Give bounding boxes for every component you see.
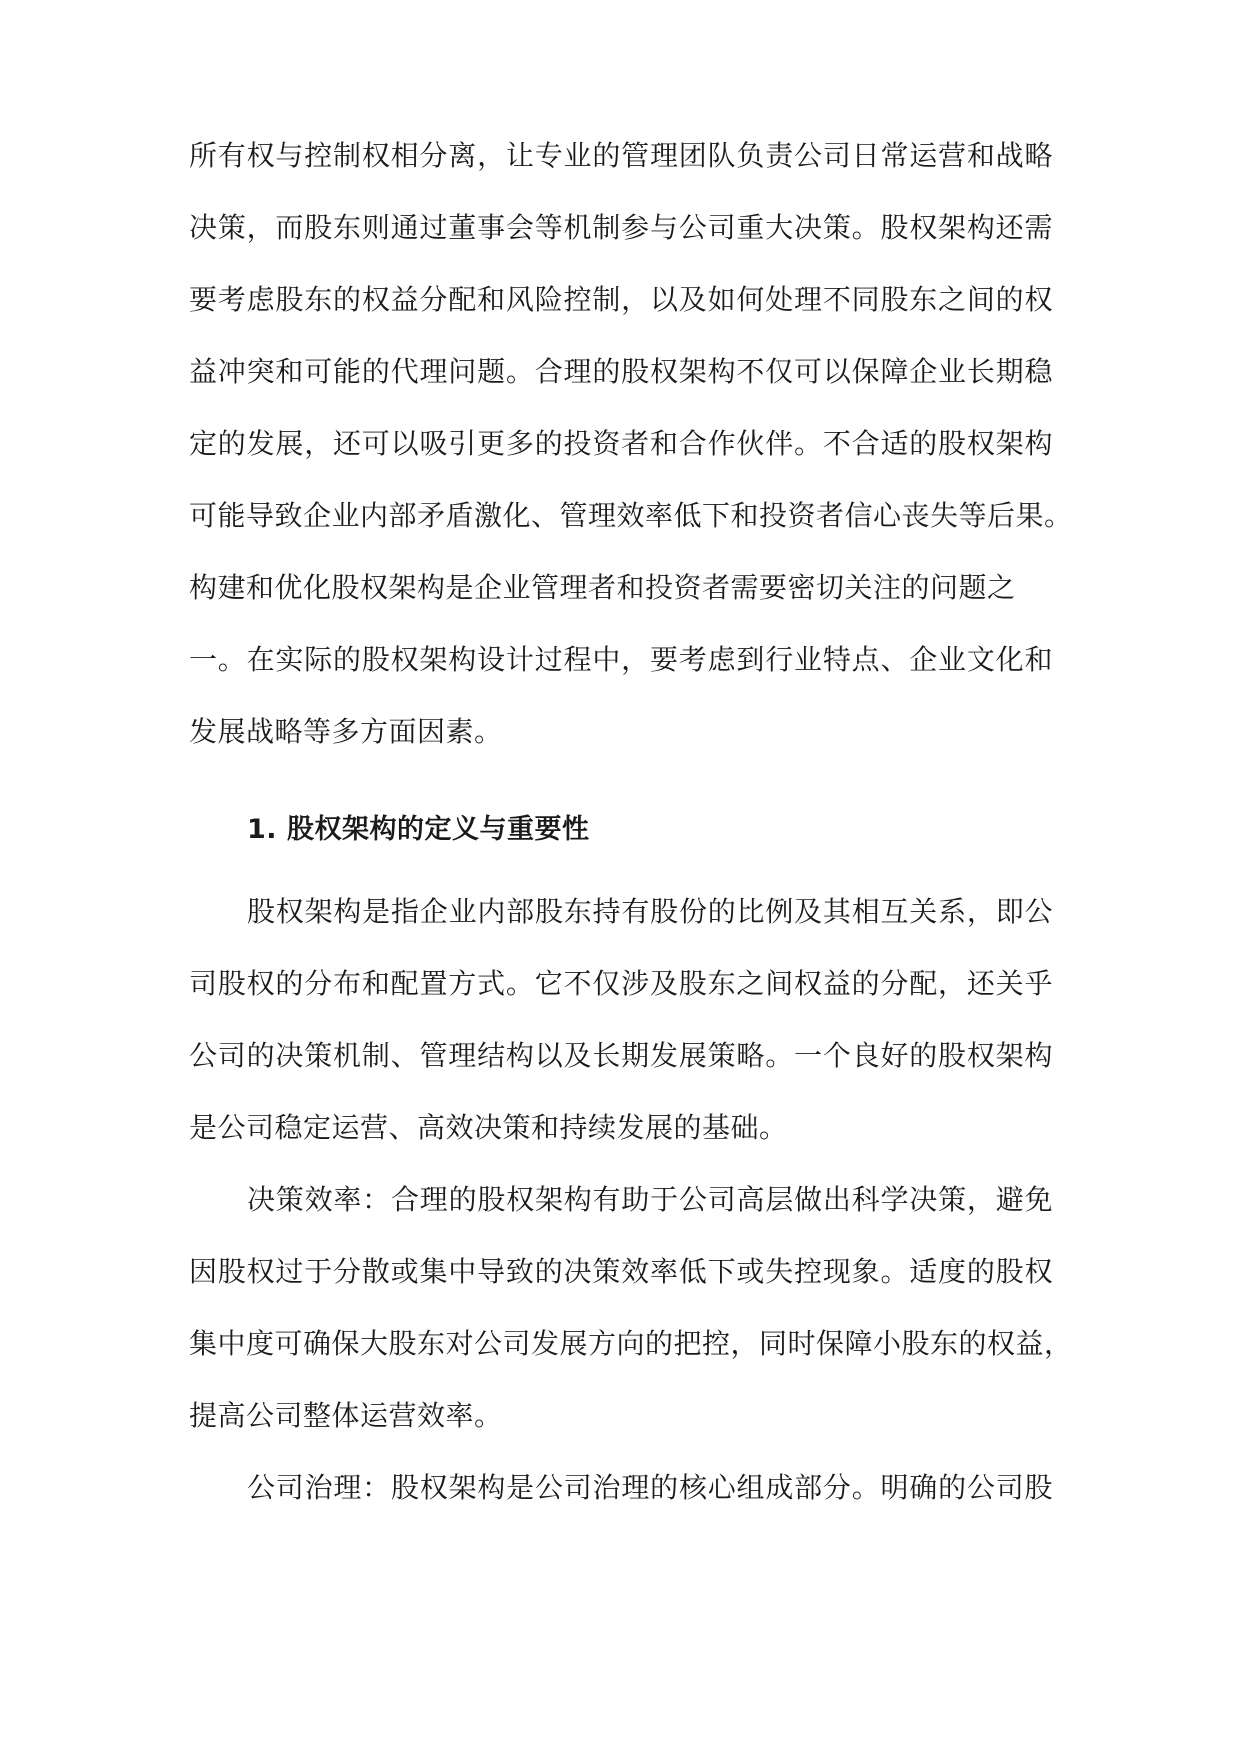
paragraph-line: 因股权过于分散或集中导致的决策效率低下或失控现象。适度的股权 bbox=[189, 1255, 1053, 1288]
paragraph-line: 益冲突和可能的代理问题。合理的股权架构不仅可以保障企业长期稳 bbox=[189, 355, 1053, 388]
paragraph-line: 股权架构是指企业内部股东持有股份的比例及其相互关系，即公 bbox=[247, 895, 1053, 928]
paragraph-line: 公司治理：股权架构是公司治理的核心组成部分。明确的公司股 bbox=[247, 1471, 1053, 1504]
section-heading: 1. 股权架构的定义与重要性 bbox=[247, 814, 590, 845]
paragraph-line: 所有权与控制权相分离，让专业的管理团队负责公司日常运营和战略 bbox=[189, 139, 1053, 172]
paragraph-line: 是公司稳定运营、高效决策和持续发展的基础。 bbox=[189, 1111, 788, 1144]
paragraph-line: 一。在实际的股权架构设计过程中，要考虑到行业特点、企业文化和 bbox=[189, 643, 1053, 676]
paragraph-line: 司股权的分布和配置方式。它不仅涉及股东之间权益的分配，还关乎 bbox=[189, 967, 1053, 1000]
paragraph-line: 发展战略等多方面因素。 bbox=[189, 715, 503, 748]
paragraph-line: 定的发展，还可以吸引更多的投资者和合作伙伴。不合适的股权架构 bbox=[189, 427, 1053, 460]
paragraph-line: 决策，而股东则通过董事会等机制参与公司重大决策。股权架构还需 bbox=[189, 211, 1053, 244]
paragraph-line: 决策效率：合理的股权架构有助于公司高层做出科学决策，避免 bbox=[247, 1183, 1053, 1216]
paragraph-line: 集中度可确保大股东对公司发展方向的把控，同时保障小股东的权益， bbox=[189, 1327, 1073, 1360]
paragraph-line: 要考虑股东的权益分配和风险控制，以及如何处理不同股东之间的权 bbox=[189, 283, 1053, 316]
paragraph-line: 公司的决策机制、管理结构以及长期发展策略。一个良好的股权架构 bbox=[189, 1039, 1053, 1072]
paragraph-line: 提高公司整体运营效率。 bbox=[189, 1399, 503, 1432]
paragraph-line: 构建和优化股权架构是企业管理者和投资者需要密切关注的问题之 bbox=[189, 571, 1016, 604]
document-page bbox=[189, 126, 1073, 1706]
paragraph-line: 可能导致企业内部矛盾激化、管理效率低下和投资者信心丧失等后果。 bbox=[189, 499, 1073, 532]
